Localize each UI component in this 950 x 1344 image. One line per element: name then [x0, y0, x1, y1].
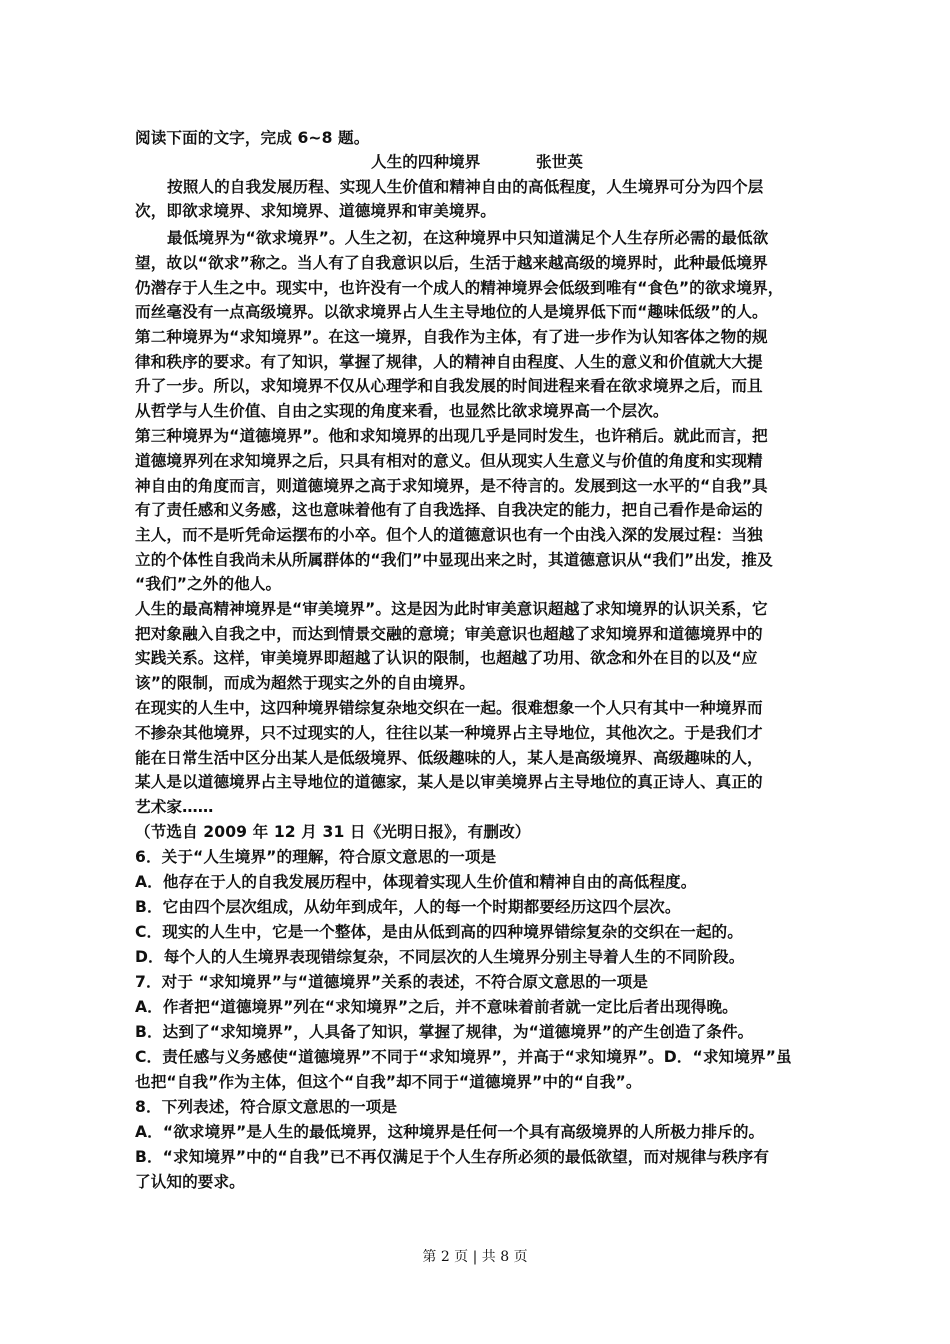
question-7-option-a: A．作者把“道德境界”列在“求知境界”之后，并不意味着前者就一定比后者出现得晚。 — [135, 998, 738, 1016]
question-7-option-b: B．达到了“求知境界”，人具备了知识，掌握了规律，为“道德境界”的产生创造了条件。 — [135, 1023, 754, 1041]
question-6: 6．关于“人生境界”的理解，符合原文意思的一项是 — [135, 848, 497, 866]
paragraph-line: 主人，而不是听凭命运摆布的小卒。但个人的道德意识也有一个由浅入深的发展过程：当独 — [135, 526, 763, 544]
paragraph-line: 最低境界为“欲求境界”。人生之初，在这种境界中只知道满足个人生存所必需的最低欲 — [167, 229, 769, 247]
page-footer: 第 2 页 | 共 8 页 — [422, 1249, 528, 1265]
paragraph-line: 艺术家…… — [135, 798, 214, 816]
paragraph-line: 次，即欲求境界、求知境界、道德境界和审美境界。 — [135, 202, 496, 220]
paragraph-line: 第三种境界为“道德境界”。他和求知境界的出现几乎是同时发生，也许稍后。就此而言，把 — [135, 427, 768, 445]
question-8-option-b: B．“求知境界”中的“自我”已不再仅满足于个人生存所必须的最低欲望，而对规律与秩序有 — [135, 1148, 770, 1166]
paragraph-line: 升了一步。所以，求知境界不仅从心理学和自我发展的时间进程来看在欲求境界之后，而且 — [135, 377, 763, 395]
article-title: 人生的四种境界 — [371, 153, 481, 171]
paragraph-line: 道德境界列在求知境界之后，只具有相对的意义。但从现实人生意义与价值的角度和实现精 — [135, 452, 763, 470]
reading-instruction: 阅读下面的文字，完成 6~8 题。 — [135, 129, 370, 147]
paragraph-line: 不掺杂其他境界，只不过现实的人，往往以某一种境界占主导地位，其他次之。于是我们才 — [135, 724, 763, 742]
question-8: 8．下列表述，符合原文意思的一项是 — [135, 1098, 398, 1116]
question-7-option-d-cont: 也把“自我”作为主体，但这个“自我”却不同于“道德境界”中的“自我”。 — [135, 1073, 642, 1091]
paragraph-line: 望，故以“欲求”称之。当人有了自我意识以后，生活于越来越高级的境界时，此种最低境界 — [135, 254, 768, 272]
paragraph-line: 立的个体性自我尚未从所属群体的“我们”中显现出来之时，其道德意识从“我们”出发，推及 — [135, 551, 773, 569]
paragraph-line: 从哲学与人生价值、自由之实现的角度来看，也显然比欲求境界高一个层次。 — [135, 402, 669, 420]
paragraph-line: 在现实的人生中，这四种境界错综复杂地交织在一起。很难想象一个人只有其中一种境界而 — [135, 699, 763, 717]
paragraph-line: 有了责任感和义务感，这也意味着他有了自我选择、自我决定的能力，把自己看作是命运的 — [135, 501, 763, 519]
paragraph-line: 能在日常生活中区分出某人是低级境界、低级趣味的人，某人是高级境界、高级趣味的人， — [135, 749, 763, 767]
question-6-option-b: B．它由四个层次组成，从幼年到成年，人的每一个时期都要经历这四个层次。 — [135, 898, 681, 916]
question-8-option-b-cont: 了认知的要求。 — [135, 1173, 245, 1191]
question-8-option-a: A．“欲求境界”是人生的最低境界，这种境界是任何一个具有高级境界的人所极力排斥的。 — [135, 1123, 765, 1141]
article-author: 张世英 — [536, 153, 583, 171]
paragraph-line: 第二种境界为“求知境界”。在这一境界，自我作为主体，有了进一步作为认知客体之物的规 — [135, 328, 768, 346]
question-6-option-c: C．现实的人生中，它是一个整体，是由从低到高的四种境界错综复杂的交织在一起的。 — [135, 923, 743, 941]
paragraph-line: 按照人的自我发展历程、实现人生价值和精神自由的高低程度，人生境界可分为四个层 — [167, 178, 764, 196]
question-7-option-c-d: C．责任感与义务感使“道德境界”不同于“求知境界”，并高于“求知境界”。D．“求知境界”虽 — [135, 1048, 792, 1066]
paragraph-line: 人生的最高精神境界是“审美境界”。这是因为此时审美意识超越了求知境界的认识关系，它 — [135, 600, 768, 618]
paragraph-line: 律和秩序的要求。有了知识，掌握了规律，人的精神自由程度、人生的意义和价值就大大提 — [135, 353, 763, 371]
paragraph-line: 实践关系。这样，审美境界即超越了认识的限制，也超越了功用、欲念和外在目的以及“应 — [135, 649, 758, 667]
paragraph-line: 把对象融入自我之中，而达到情景交融的意境；审美意识也超越了求知境界和道德境界中的 — [135, 625, 763, 643]
paragraph-line: “我们”之外的他人。 — [135, 575, 282, 593]
paragraph-line: 仍潜存于人生之中。现实中，也许没有一个成人的精神境界会低级到唯有“食色”的欲求境界， — [135, 279, 784, 297]
paragraph-line: 某人是以道德境界占主导地位的道德家，某人是以审美境界占主导地位的真正诗人、真正的 — [135, 773, 763, 791]
paragraph-line: 该”的限制，而成为超然于现实之外的自由境界。 — [135, 674, 475, 692]
question-6-option-d: D．每个人的人生境界表现错综复杂，不同层次的人生境界分别主导着人生的不同阶段。 — [135, 948, 745, 966]
paragraph-line: 神自由的角度而言，则道德境界之高于求知境界，是不待言的。发展到这一水平的“自我”具 — [135, 477, 768, 495]
question-6-option-a: A．他存在于人的自我发展历程中，体现着实现人生价值和精神自由的高低程度。 — [135, 873, 697, 891]
paragraph-line: 而丝毫没有一点高级境界。以欲求境界占人生主导地位的人是境界低下而“趣味低级”的人。 — [135, 303, 768, 321]
question-7: 7．对于 “求知境界”与“道德境界”关系的表述，不符合原文意思的一项是 — [135, 973, 648, 991]
source-citation: （节选自 2009 年 12 月 31 日《光明日报》，有删改） — [135, 823, 531, 841]
